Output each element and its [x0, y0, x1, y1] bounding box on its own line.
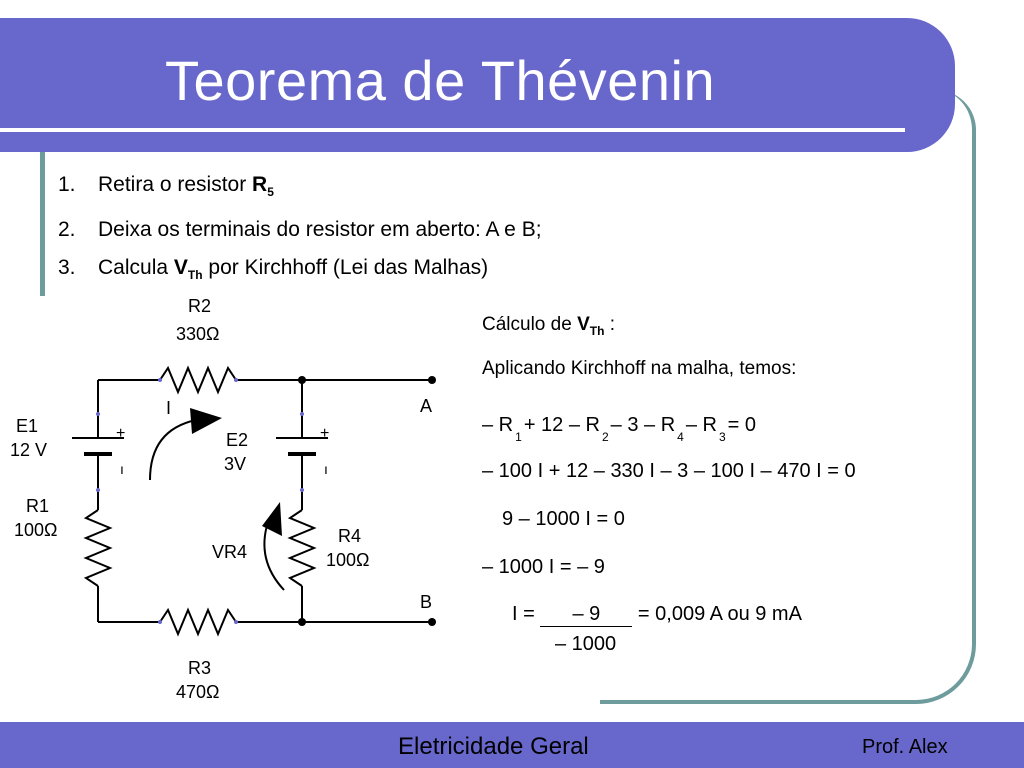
e2-name-label: E2 [226, 430, 249, 450]
r3-value-label: 470Ω [176, 682, 220, 702]
equation-1: – $R_1+ 12 - R_2-$ $3 - R_4-$ $R_3= 0$ [482, 414, 757, 444]
footer-course-title: Eletricidade Geral [398, 733, 589, 760]
circuit-diagram [0, 290, 470, 720]
equation-5: I = – 9 = 0,009 A ou 9 mA [512, 603, 802, 625]
junction-dot [96, 412, 100, 416]
terminal-b-label: B [420, 592, 433, 612]
r1-name-label: R1 [26, 496, 50, 516]
terminal-a-dot [428, 376, 436, 384]
steps-list [58, 166, 542, 294]
r2-name-label: R2 [188, 296, 212, 316]
equation-5-denominator: – 1000 [555, 633, 617, 655]
calc-intro: Aplicando Kirchhoff na malha, temos: [482, 358, 797, 379]
r4-value-label: 100Ω [326, 550, 370, 570]
title-rule [0, 128, 905, 132]
junction-dot [300, 488, 304, 492]
page-title: Teorema de Thévenin [165, 49, 716, 112]
step-3: 3. Calcula $V_{Th}$ por Kirchhoff (Lei das Malhas) [58, 256, 489, 283]
e1-value-label: 12 V [10, 440, 48, 460]
junction-dot [158, 378, 162, 382]
terminal-b-dot [428, 618, 436, 626]
current-arrow-arc [150, 420, 196, 480]
r1-value-label: 100Ω [14, 520, 58, 540]
equation-4: – 1000 I = – 9 [482, 556, 605, 578]
left-accent-bar [40, 152, 45, 296]
terminal-a-label: A [420, 396, 433, 416]
e2-minus-sign: ı [324, 461, 328, 477]
e1-plus-sign: + [116, 425, 126, 442]
resistor-r4 [290, 510, 314, 586]
vr4-label: VR4 [212, 542, 248, 562]
junction-dot [234, 620, 238, 624]
resistor-r3 [160, 610, 236, 634]
equation-3: 9 – 1000 I = 0 [502, 508, 625, 530]
step-2: 2. Deixa os terminais do resistor em aberto: A e B; [58, 218, 542, 242]
e2-value-label: 3V [224, 454, 247, 474]
node-bottom [298, 618, 306, 626]
footer-author: Prof. Alex [862, 736, 948, 758]
e1-name-label: E1 [16, 416, 39, 436]
junction-dot [234, 378, 238, 382]
junction-dot [96, 488, 100, 492]
resistor-r1 [86, 510, 110, 586]
current-label: I [166, 398, 172, 418]
e1-minus-sign: ı [120, 461, 124, 477]
resistor-r2 [160, 368, 236, 392]
equation-2: – 100 I + 12 – 330 I – 3 – 100 I – 470 I = 0 [482, 460, 856, 482]
junction-dot [158, 620, 162, 624]
r2-value-label: 330Ω [176, 324, 220, 344]
current-arrow-icon [190, 408, 222, 434]
junction-dot [300, 412, 304, 416]
e2-plus-sign: + [320, 425, 330, 442]
r4-name-label: R4 [338, 526, 362, 546]
calc-heading: Cálculo de $V_{Th}$ : [482, 314, 615, 338]
r3-name-label: R3 [188, 658, 212, 678]
node-top [298, 376, 306, 384]
step-1: 1. Retira o resistor $R_5$ [58, 173, 274, 200]
